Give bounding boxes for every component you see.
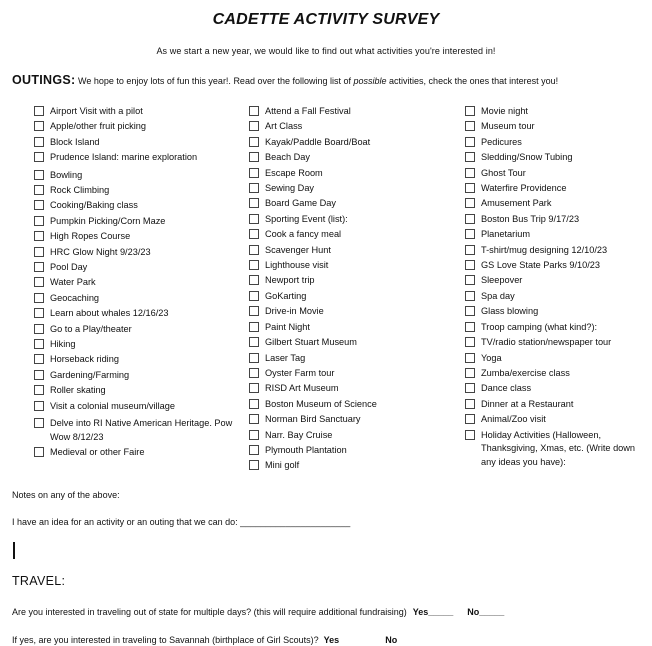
activity-checkbox[interactable] (465, 322, 475, 332)
activity-checkbox[interactable] (34, 418, 44, 428)
travel-question-1-text: Are you interested in traveling out of state for multiple days? (this will require additional fundraising) (12, 607, 407, 617)
activity-item[interactable] (465, 181, 645, 196)
activity-checkbox[interactable] (34, 308, 44, 318)
activity-checkbox[interactable] (34, 447, 44, 457)
activity-label: Go to a Play/theater (50, 323, 132, 334)
activity-label: Newport trip (265, 275, 315, 286)
activity-checkbox[interactable] (249, 430, 259, 440)
activity-item[interactable] (249, 412, 454, 427)
activity-checkbox[interactable] (465, 275, 475, 285)
activity-item[interactable] (465, 104, 645, 119)
activity-item[interactable] (465, 166, 645, 181)
idea-field[interactable]: I have an idea for an activity or an outing that we can do: ______________________ (12, 517, 351, 527)
activity-checkbox[interactable] (249, 183, 259, 193)
activity-checkbox[interactable] (249, 460, 259, 470)
activity-checkbox[interactable] (249, 275, 259, 285)
activity-label: Delve into RI Native American Heritage. Pow Wow 8/12/23 (50, 418, 233, 442)
activity-item[interactable] (465, 135, 645, 150)
travel-q2-yes[interactable]: Yes (323, 635, 340, 645)
activity-label: Gilbert Stuart Museum (265, 337, 357, 348)
activity-label: Animal/Zoo visit (481, 414, 546, 425)
activity-label: Kayak/Paddle Board/Boat (265, 136, 371, 147)
outings-text-after: activities, check the ones that interest you! (386, 76, 559, 86)
activity-label: Museum tour (481, 121, 535, 132)
intro-text: As we start a new year, we would like to find out what activities you're interested in! (156, 46, 496, 56)
activity-checkbox[interactable] (34, 385, 44, 395)
activity-checkbox[interactable] (465, 229, 475, 239)
activity-label: Laser Tag (265, 352, 306, 363)
activity-item[interactable] (34, 291, 239, 306)
activity-item[interactable] (34, 104, 239, 119)
activity-item[interactable] (249, 166, 454, 181)
activity-checkbox[interactable] (249, 353, 259, 363)
activity-item[interactable] (249, 104, 454, 119)
activity-checkbox[interactable] (34, 370, 44, 380)
activity-checkbox[interactable] (249, 152, 259, 162)
activity-item[interactable] (249, 443, 454, 458)
activity-checkbox[interactable] (34, 185, 44, 195)
activity-item[interactable] (34, 322, 239, 337)
activity-checkbox[interactable] (249, 137, 259, 147)
activity-label: Sporting Event (list): (265, 213, 348, 224)
activity-label: Narr. Bay Cruise (265, 429, 333, 440)
activity-checkbox[interactable] (465, 121, 475, 131)
activity-checkbox[interactable] (34, 216, 44, 226)
activity-item[interactable] (34, 260, 239, 275)
activity-checkbox[interactable] (249, 445, 259, 455)
activity-item[interactable] (465, 243, 645, 258)
activity-item[interactable] (34, 198, 239, 213)
activity-label: Norman Bird Sanctuary (265, 414, 361, 425)
activity-item[interactable] (249, 458, 454, 473)
activity-item[interactable] (249, 335, 454, 350)
activity-label: Holiday Activities (Halloween, Thanksgiving, Xmas, etc. (Write down any ideas you have): (481, 429, 636, 467)
activity-checkbox[interactable] (249, 121, 259, 131)
activity-checkbox[interactable] (465, 245, 475, 255)
activity-checkbox[interactable] (465, 399, 475, 409)
activity-item[interactable] (465, 412, 645, 427)
text-cursor (13, 542, 15, 559)
activity-checkbox[interactable] (465, 353, 475, 363)
activity-label: Block Island (50, 136, 100, 147)
activity-item[interactable] (34, 445, 239, 460)
activity-item[interactable] (34, 119, 239, 134)
activity-label: T-shirt/mug designing 12/10/23 (481, 244, 608, 255)
activity-column-2 (249, 104, 454, 474)
activity-checkbox[interactable] (249, 337, 259, 347)
activity-label: Cook a fancy meal (265, 229, 342, 240)
outings-text-italic: possible (353, 76, 387, 86)
activity-checkbox[interactable] (465, 368, 475, 378)
activity-item[interactable] (465, 273, 645, 288)
activity-item[interactable] (465, 428, 645, 471)
activity-checkbox[interactable] (465, 198, 475, 208)
activity-checkbox[interactable] (249, 198, 259, 208)
activity-label: Dinner at a Restaurant (481, 398, 574, 409)
activity-label: Beach Day (265, 152, 310, 163)
activity-label: Escape Room (265, 167, 323, 178)
activity-label: Cooking/Baking class (50, 200, 138, 211)
activity-checkbox[interactable] (34, 137, 44, 147)
activity-label: Medieval or other Faire (50, 447, 145, 458)
activity-item[interactable] (34, 399, 239, 416)
activity-item[interactable] (465, 258, 645, 273)
activity-label: Ghost Tour (481, 167, 526, 178)
activity-item[interactable] (34, 368, 239, 383)
activity-item[interactable] (34, 229, 239, 244)
activity-label: GS Love State Parks 9/10/23 (481, 260, 600, 271)
activity-item[interactable] (249, 289, 454, 304)
activity-item[interactable] (34, 214, 239, 229)
travel-q1-yes[interactable]: Yes_____ (412, 607, 454, 617)
outings-heading: OUTINGS: (12, 73, 76, 87)
activity-label: Glass blowing (481, 306, 539, 317)
activity-label: Plymouth Plantation (265, 444, 347, 455)
activity-checkbox[interactable] (465, 306, 475, 316)
activity-label: Boston Bus Trip 9/17/23 (481, 213, 580, 224)
activity-checkbox[interactable] (465, 152, 475, 162)
activity-label: Horseback riding (50, 354, 119, 365)
activity-label: Attend a Fall Festival (265, 106, 351, 116)
activity-label: GoKarting (265, 290, 307, 301)
activity-label: TV/radio station/newspaper tour (481, 337, 612, 348)
activity-checkbox[interactable] (465, 414, 475, 424)
activity-checkbox[interactable] (465, 168, 475, 178)
activity-label: Sleepover (481, 275, 523, 286)
activity-checkbox[interactable] (34, 231, 44, 241)
activity-item[interactable] (465, 150, 645, 165)
activity-checkbox[interactable] (34, 262, 44, 272)
activity-item[interactable] (465, 366, 645, 381)
outings-instructions (12, 73, 558, 87)
activity-checkbox[interactable] (249, 291, 259, 301)
activity-item[interactable] (249, 150, 454, 165)
activity-label: Dance class (481, 383, 532, 394)
activity-item[interactable] (249, 320, 454, 335)
activity-label: Gardening/Farming (50, 369, 130, 380)
activity-item[interactable] (34, 245, 239, 260)
activity-item[interactable] (34, 337, 239, 352)
activity-label: Troop camping (what kind?): (481, 321, 598, 332)
activity-label: Airport Visit with a pilot (50, 106, 143, 116)
activity-label: RISD Art Museum (265, 383, 339, 394)
activity-item[interactable] (34, 183, 239, 198)
activity-checkbox[interactable] (249, 322, 259, 332)
activity-item[interactable] (34, 383, 239, 398)
activity-item[interactable] (34, 168, 239, 183)
activity-item[interactable] (249, 135, 454, 150)
activity-column-1 (34, 104, 239, 461)
activity-label: Scavenger Hunt (265, 244, 331, 255)
activity-checkbox[interactable] (34, 106, 44, 116)
activity-label: Paint Night (265, 321, 310, 332)
activity-label: Visit a colonial museum/village (50, 400, 175, 411)
activity-label: Pedicures (481, 136, 522, 147)
activity-item[interactable] (34, 352, 239, 367)
activity-item[interactable] (249, 273, 454, 288)
activity-item[interactable] (249, 181, 454, 196)
activity-item[interactable] (465, 351, 645, 366)
activity-label: Rock Climbing (50, 185, 110, 196)
activity-checkbox[interactable] (465, 137, 475, 147)
activity-checkbox[interactable] (249, 399, 259, 409)
activity-item[interactable] (465, 335, 645, 350)
activity-item[interactable] (249, 397, 454, 412)
activity-checkbox[interactable] (34, 339, 44, 349)
activity-label: Lighthouse visit (265, 260, 329, 271)
activity-label: Pool Day (50, 262, 88, 273)
notes-label: Notes on any of the above: (12, 490, 120, 500)
activity-checkbox[interactable] (34, 152, 44, 162)
activity-checkbox[interactable] (465, 106, 475, 116)
activity-label: Spa day (481, 290, 515, 301)
activity-item[interactable] (249, 227, 454, 242)
survey-title: CADETTE ACTIVITY SURVEY (212, 11, 440, 28)
activity-item[interactable] (465, 304, 645, 319)
activity-checkbox[interactable] (34, 293, 44, 303)
activity-checkbox[interactable] (249, 368, 259, 378)
activity-label: Board Game Day (265, 198, 336, 209)
activity-checkbox[interactable] (34, 247, 44, 257)
activity-item[interactable] (249, 212, 454, 227)
activity-item[interactable] (465, 227, 645, 242)
activity-item[interactable] (249, 119, 454, 134)
activity-label: Geocaching (50, 292, 100, 303)
activity-checkbox[interactable] (34, 121, 44, 131)
activity-label: Yoga (481, 352, 502, 363)
activity-label: Oyster Farm tour (265, 367, 335, 378)
activity-checkbox[interactable] (465, 337, 475, 347)
travel-question-2 (12, 635, 397, 645)
activity-checkbox[interactable] (249, 260, 259, 270)
activity-label: Hiking (50, 339, 76, 350)
travel-question-2-text: If yes, are you interested in traveling to Savannah (birthplace of Girl Scouts)? (12, 635, 319, 645)
activity-label: Movie night (481, 106, 528, 116)
activity-item[interactable] (249, 196, 454, 211)
activity-checkbox[interactable] (249, 229, 259, 239)
activity-checkbox[interactable] (249, 245, 259, 255)
activity-label: High Ropes Course (50, 231, 131, 242)
activity-checkbox[interactable] (34, 277, 44, 287)
travel-heading: TRAVEL: (12, 574, 66, 588)
activity-item[interactable] (465, 289, 645, 304)
travel-q1-no[interactable]: No_____ (467, 607, 505, 617)
activity-checkbox[interactable] (249, 214, 259, 224)
travel-question-1 (12, 607, 504, 617)
activity-checkbox[interactable] (34, 324, 44, 334)
activity-label: Amusement Park (481, 198, 552, 209)
activity-label: HRC Glow Night 9/23/23 (50, 246, 151, 257)
activity-checkbox[interactable] (465, 260, 475, 270)
activity-checkbox[interactable] (249, 306, 259, 316)
activity-item[interactable] (34, 275, 239, 290)
activity-checkbox[interactable] (249, 383, 259, 393)
activity-item[interactable] (34, 306, 239, 321)
activity-item[interactable] (34, 416, 239, 445)
activity-checkbox[interactable] (465, 214, 475, 224)
activity-checkbox[interactable] (34, 401, 44, 411)
activity-item[interactable] (34, 135, 239, 150)
activity-item[interactable] (465, 212, 645, 227)
activity-checkbox[interactable] (34, 354, 44, 364)
activity-checkbox[interactable] (249, 168, 259, 178)
outings-text-before: We hope to enjoy lots of fun this year!. Read over the following list of (75, 76, 354, 86)
activity-label: Pumpkin Picking/Corn Maze (50, 215, 166, 226)
activity-item[interactable] (465, 119, 645, 134)
activity-item[interactable] (465, 196, 645, 211)
activity-label: Water Park (50, 277, 96, 288)
travel-q2-no[interactable]: No (385, 635, 398, 645)
activity-item[interactable] (249, 351, 454, 366)
activity-label: Drive-in Movie (265, 306, 324, 317)
activity-item[interactable] (249, 428, 454, 443)
activity-label: Roller skating (50, 385, 106, 396)
activity-item[interactable] (34, 150, 239, 167)
activity-label: Learn about whales 12/16/23 (50, 308, 169, 319)
activity-checkbox[interactable] (465, 291, 475, 301)
activity-label: Art Class (265, 121, 303, 132)
activity-label: Zumba/exercise class (481, 367, 570, 378)
activity-checkbox[interactable] (249, 106, 259, 116)
activity-item[interactable] (249, 243, 454, 258)
activity-checkbox[interactable] (34, 170, 44, 180)
activity-checkbox[interactable] (34, 200, 44, 210)
activity-label: Sewing Day (265, 183, 315, 194)
activity-label: Mini golf (265, 460, 300, 471)
activity-label: Prudence Island: marine exploration (50, 152, 198, 163)
activity-checkbox[interactable] (249, 414, 259, 424)
activity-item[interactable] (249, 381, 454, 396)
activity-label: Sledding/Snow Tubing (481, 152, 573, 163)
activity-item[interactable] (249, 366, 454, 381)
activity-label: Boston Museum of Science (265, 398, 377, 409)
activity-item[interactable] (249, 258, 454, 273)
activity-label: Apple/other fruit picking (50, 121, 147, 132)
activity-checkbox[interactable] (465, 183, 475, 193)
activity-label: Waterfire Providence (481, 183, 567, 194)
activity-label: Bowling (50, 169, 83, 180)
activity-item[interactable] (465, 320, 645, 335)
activity-label: Planetarium (481, 229, 531, 240)
activity-item[interactable] (465, 397, 645, 412)
activity-checkbox[interactable] (465, 430, 475, 440)
activity-checkbox[interactable] (465, 383, 475, 393)
activity-item[interactable] (249, 304, 454, 319)
activity-item[interactable] (465, 381, 645, 396)
activity-column-3 (465, 104, 645, 470)
